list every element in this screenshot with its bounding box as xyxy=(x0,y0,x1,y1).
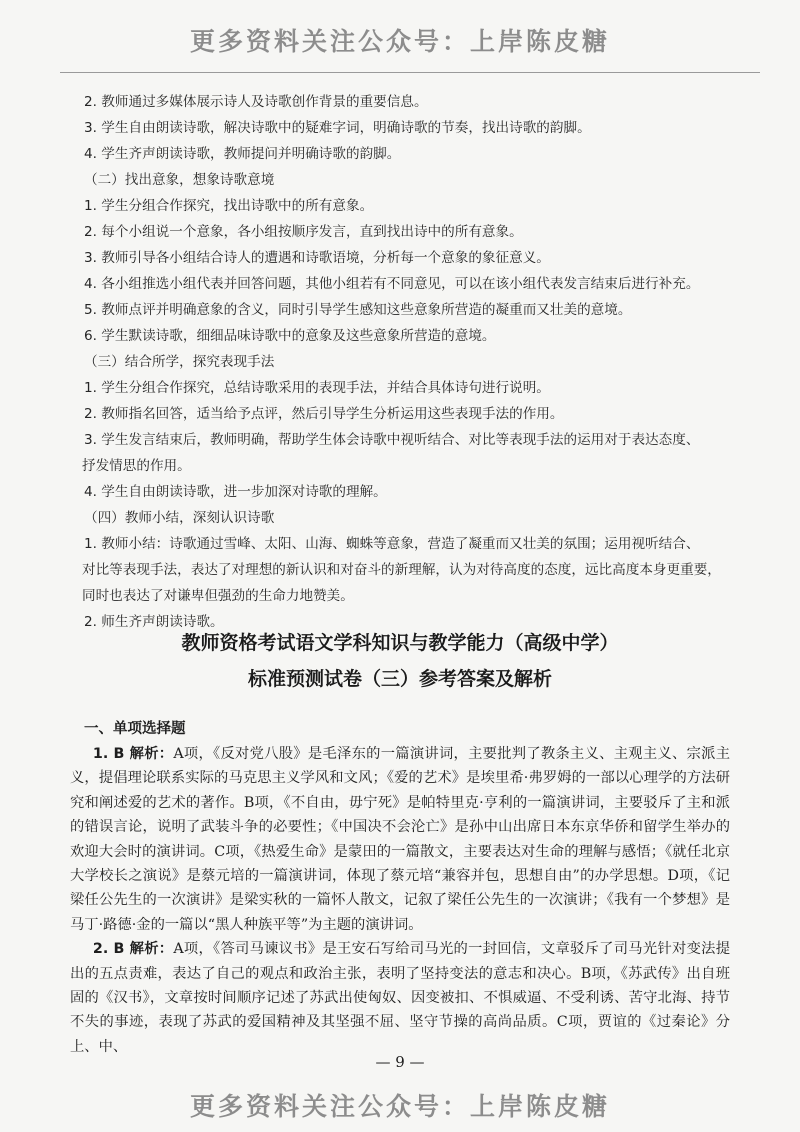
answer-title-line1: 教师资格考试语文学科知识与教学能力（高级中学） xyxy=(181,632,619,654)
step-line-continued: 抒发情思的作用。 xyxy=(82,458,191,474)
step-line: 2. 教师通过多媒体展示诗人及诗歌创作背景的重要信息。 xyxy=(84,94,428,110)
step-subheading: （二）找出意象，想象诗歌意境 xyxy=(84,172,275,188)
step-line: 2. 师生齐声朗读诗歌。 xyxy=(84,614,224,630)
step-line: 6. 学生默读诗歌，细细品味诗歌中的意象及这些意象所营造的意境。 xyxy=(84,328,496,344)
page-number: — 9 — xyxy=(375,1053,425,1071)
step-subheading: （四）教师小结，深刻认识诗歌 xyxy=(84,510,275,526)
answer-text: A项，《反对党八股》是毛泽东的一篇演讲词，主要批判了教条主义、主观主义、宗派主义，提倡理论联系实际的马克思主义学风和文风；《爱的艺术》是埃里希·弗罗姆的一部以心理学的方法研究和阐述爱的艺术的著作。B项，《不自由，毋宁死》是帕特里克·亨利的一篇演讲词，主要驳斥了主和派的错误言论，说明了武装斗争的必要性；《中国决不会沦亡》是孙中山出席日本东京华侨和留学生举办的欢迎大会时的演讲词。C项，《热爱生命》是蒙田的一篇散文，主要表达对生命的理解与感悟；《就任北京大学校长之演说》是蔡元培的一篇演讲词，体现了蔡元培“兼容并包，思想自由”的办学思想。D项，《记梁任公先生的一次演讲》是梁实秋的一篇怀人散文，记叙了梁任公先生的一次演讲；《我有一个梦想》是马丁·路德·金的一篇以“黑人种族平等”为主题的演讲词。 xyxy=(70,746,730,933)
step-line: 4. 各小组推选小组代表并回答问题，其他小组若有不同意见，可以在该小组代表发言结束后进行补充。 xyxy=(84,276,700,292)
answer-text: A项，《答司马谏议书》是王安石写给司马光的一封回信，文章驳斥了司马光针对变法提出的五点责难，表达了自己的观点和政治主张，表明了坚持变法的意志和决心。B项，《苏武传》出自班固的《汉书》，文章按时间顺序记述了苏武出使匈奴、因变被扣、不惧威逼、不受利诱、苦守北海、持节不失的事迹，表现了苏武的爱国精神及其坚强不屈、坚守节操的高尚品质。C项，贾谊的《过秦论》分上、中、 xyxy=(70,941,730,1055)
step-line: 3. 学生自由朗读诗歌，解决诗歌中的疑难字词，明确诗歌的节奏，找出诗歌的韵脚。 xyxy=(84,120,591,136)
step-line-continued: 同时也表达了对谦卑但强劲的生命力地赞美。 xyxy=(82,588,354,604)
watermark-top: 更多资料关注公众号：上岸陈皮糖 xyxy=(189,27,610,56)
step-subheading: （三）结合所学，探究表现手法 xyxy=(84,354,275,370)
step-line: 2. 教师指名回答，适当给予点评，然后引导学生分析运用这些表现手法的作用。 xyxy=(84,406,564,422)
step-line: 5. 教师点评并明确意象的含义，同时引导学生感知这些意象所营造的凝重而又壮美的意境。 xyxy=(84,302,632,318)
lesson-steps xyxy=(84,92,724,638)
step-line: 4. 学生齐声朗读诗歌，教师提问并明确诗歌的韵脚。 xyxy=(84,146,401,162)
answer-item xyxy=(70,937,730,1059)
watermark-bottom: 更多资料关注公众号：上岸陈皮糖 xyxy=(189,1092,610,1121)
step-line: 1. 学生分组合作探究，找出诗歌中的所有意象。 xyxy=(84,198,374,214)
answer-title-line2: 标准预测试卷（三）参考答案及解析 xyxy=(247,668,552,690)
answer-label: 2. B 解析： xyxy=(92,941,174,958)
answer-explanations xyxy=(70,742,730,1059)
step-line: 3. 教师引导各小组结合诗人的遭遇和诗歌语境，分析每一个意象的象征意义。 xyxy=(84,250,550,266)
answer-label: 1. B 解析： xyxy=(92,746,174,762)
section-heading: 一、单项选择题 xyxy=(84,721,186,737)
step-line-continued: 对比等表现手法，表达了对理想的新认识和对奋斗的新理解，认为对待高度的态度，远比高度本身更重要， xyxy=(82,562,721,578)
step-line: 2. 每个小组说一个意象，各小组按顺序发言，直到找出诗中的所有意象。 xyxy=(84,224,523,240)
header-rule xyxy=(60,72,760,73)
step-line: 1. 教师小结：诗歌通过雪峰、太阳、山海、蜘蛛等意象，营造了凝重而又壮美的氛围；运用视听结合、 xyxy=(84,536,700,552)
step-line: 1. 学生分组合作探究，总结诗歌采用的表现手法，并结合具体诗句进行说明。 xyxy=(84,380,550,396)
step-line: 3. 学生发言结束后，教师明确，帮助学生体会诗歌中视听结合、对比等表现手法的运用对于表达态度、 xyxy=(84,432,700,448)
step-line: 4. 学生自由朗读诗歌，进一步加深对诗歌的理解。 xyxy=(84,484,387,500)
answer-item xyxy=(70,742,730,937)
